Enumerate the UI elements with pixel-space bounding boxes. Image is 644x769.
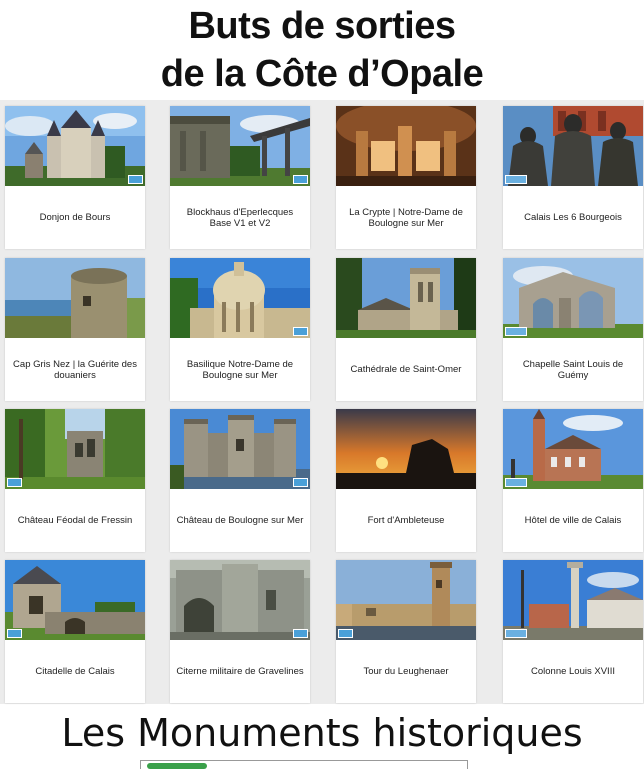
- card-cathedrale[interactable]: [336, 258, 476, 401]
- site-logo-icon: [293, 327, 308, 336]
- fort-ambleteuse-photo: [336, 409, 476, 489]
- card-caption: Cathédrale de Saint-Omer: [350, 364, 462, 376]
- page-title-line-2: de la Côte d’Opale: [160, 53, 484, 95]
- card-la-crypte[interactable]: [336, 106, 476, 249]
- card-blockhaus[interactable]: [170, 106, 310, 249]
- card-caption: Basilique Notre-Dame de Boulogne sur Mer: [186, 358, 294, 381]
- card-caption: Cap Gris Nez | la Guérite des douaniers: [13, 358, 137, 381]
- site-logo-icon: [293, 629, 308, 638]
- card-caption: Château de Boulogne sur Mer: [176, 515, 304, 527]
- card-caption: Citadelle de Calais: [35, 666, 115, 678]
- cathedrale-photo: [336, 258, 476, 338]
- card-calais-6-bourgeois[interactable]: [503, 106, 643, 249]
- card-chapelle[interactable]: [503, 258, 643, 401]
- card-tour-leughenaer[interactable]: [336, 560, 476, 703]
- card-citadelle[interactable]: [5, 560, 145, 703]
- card-cap-gris-nez[interactable]: [5, 258, 145, 401]
- card-caption: Calais Les 6 Bourgeois: [524, 212, 622, 224]
- card-caption: Citerne militaire de Gravelines: [176, 666, 304, 678]
- card-caption: Chapelle Saint Louis de Guémy: [522, 358, 624, 381]
- card-chateau-fressin[interactable]: [5, 409, 145, 552]
- card-caption: Donjon de Bours: [39, 212, 111, 224]
- bottom-logo-icon: [147, 763, 207, 769]
- blockhaus-photo: [170, 106, 310, 186]
- card-caption: Château Féodal de Fressin: [17, 515, 133, 527]
- chateau-boulogne-photo: [170, 409, 310, 489]
- citerne-photo: [170, 560, 310, 640]
- card-caption: Fort d'Ambleteuse: [367, 515, 445, 527]
- site-logo-icon: [505, 629, 527, 638]
- site-logo-icon: [338, 629, 353, 638]
- colonne-photo: [503, 560, 643, 640]
- site-logo-icon: [7, 478, 22, 487]
- site-logo-icon: [505, 175, 527, 184]
- site-logo-icon: [293, 478, 308, 487]
- card-caption: La Crypte | Notre-Dame de Boulogne sur Mer: [349, 206, 463, 229]
- card-colonne-louis-xviii[interactable]: [503, 560, 643, 703]
- card-hotel-de-ville[interactable]: [503, 409, 643, 552]
- leughenaer-photo: [336, 560, 476, 640]
- site-logo-icon: [505, 478, 527, 487]
- donjon-photo: [5, 106, 145, 186]
- footer-title: Les Monuments historiques: [61, 711, 583, 755]
- site-logo-icon: [128, 175, 143, 184]
- site-logo-icon: [293, 175, 308, 184]
- fressin-photo: [5, 409, 145, 489]
- card-caption: Blockhaus d'Eperlecques Base V1 et V2: [186, 206, 294, 229]
- monument-grid: [0, 100, 644, 704]
- site-logo-icon: [7, 629, 22, 638]
- gris-nez-photo: [5, 258, 145, 338]
- chapelle-photo: [503, 258, 643, 338]
- hotel-de-ville-photo: [503, 409, 643, 489]
- card-caption: Hôtel de ville de Calais: [524, 515, 622, 527]
- basilique-photo: [170, 258, 310, 338]
- page-title-line-1: Buts de sorties: [188, 5, 456, 47]
- card-citerne[interactable]: [170, 560, 310, 703]
- card-caption: Colonne Louis XVIII: [531, 666, 615, 678]
- card-caption: Tour du Leughenaer: [363, 666, 449, 678]
- bourgeois-photo: [503, 106, 643, 186]
- crypte-photo: [336, 106, 476, 186]
- site-logo-icon: [505, 327, 527, 336]
- citadelle-photo: [5, 560, 145, 640]
- card-donjon-de-bours[interactable]: [5, 106, 145, 249]
- card-chateau-boulogne[interactable]: [170, 409, 310, 552]
- card-fort-ambleteuse[interactable]: [336, 409, 476, 552]
- card-basilique[interactable]: [170, 258, 310, 401]
